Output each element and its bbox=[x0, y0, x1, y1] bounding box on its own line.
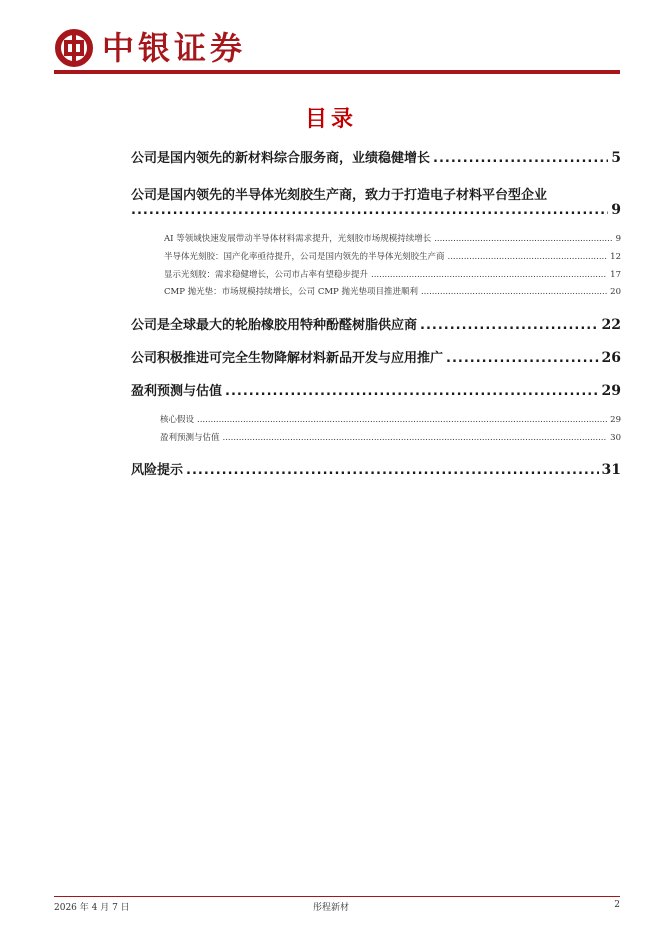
toc-subentry[interactable] bbox=[160, 413, 621, 425]
brand-name: 中银证券 bbox=[102, 29, 247, 67]
toc-entry[interactable] bbox=[131, 347, 621, 366]
toc-entry[interactable] bbox=[131, 314, 621, 333]
toc-entry-text: 显示光刻胶：需求稳健增长，公司市占率有望稳步提升 bbox=[164, 270, 369, 280]
dot-leader bbox=[197, 415, 607, 425]
toc-entry-page: 30 bbox=[610, 433, 621, 443]
dot-leader bbox=[186, 463, 599, 478]
toc-entry-text: 核心假设 bbox=[160, 415, 195, 425]
toc-entry[interactable] bbox=[131, 202, 621, 218]
bank-of-china-logo-icon bbox=[54, 28, 94, 68]
toc-entry-page: 22 bbox=[601, 317, 621, 333]
toc-entry-page: 9 bbox=[615, 234, 621, 244]
toc-entry-page: 29 bbox=[610, 415, 621, 425]
brand-logo bbox=[54, 26, 246, 70]
footer-company: 彤程新材 bbox=[312, 903, 349, 913]
dot-leader bbox=[434, 234, 612, 244]
header-rule bbox=[54, 70, 620, 74]
toc-entry-page: 9 bbox=[611, 202, 621, 218]
toc-entry-page: 29 bbox=[601, 383, 621, 399]
toc-entry-text[interactable]: 公司是国内领先的半导体光刻胶生产商，致力于打造电子材料平台型企业 bbox=[131, 188, 548, 203]
toc-entry-text: CMP 抛光垫：市场规模持续增长，公司 CMP 抛光垫项目推进顺利 bbox=[164, 287, 418, 297]
toc-entry-text: 公司积极推进可完全生物降解材料新品开发与应用推广 bbox=[131, 351, 444, 366]
dot-leader bbox=[420, 318, 599, 333]
footer-page-number: 2 bbox=[614, 900, 620, 910]
dot-leader bbox=[446, 351, 599, 366]
dot-leader bbox=[448, 252, 608, 262]
dot-leader bbox=[371, 270, 607, 280]
toc-entry[interactable] bbox=[131, 147, 621, 166]
toc-entry-page: 5 bbox=[611, 150, 621, 166]
toc-entry-text: 公司是国内领先的新材料综合服务商，业绩稳健增长 bbox=[131, 151, 431, 166]
toc-entry-page: 12 bbox=[610, 252, 621, 262]
toc-entry[interactable] bbox=[131, 459, 621, 478]
toc-entry-text: AI 等领域快速发展带动半导体材料需求提升，光刻胶市场规模持续增长 bbox=[164, 234, 432, 244]
toc-entry-text: 公司是全球最大的轮胎橡胶用特种酚醛树脂供应商 bbox=[131, 318, 418, 333]
dot-leader bbox=[225, 384, 599, 399]
footer-date: 2026 年 4 月 7 日 bbox=[54, 903, 130, 913]
toc-entry[interactable] bbox=[131, 380, 621, 399]
toc-subentry[interactable] bbox=[164, 268, 621, 280]
toc-entry-text: 半导体光刻胶：国产化率亟待提升，公司是国内领先的半导体光刻胶生产商 bbox=[164, 252, 445, 262]
dot-leader bbox=[223, 433, 608, 443]
dot-leader bbox=[421, 287, 607, 297]
dot-leader bbox=[433, 151, 608, 166]
toc-entry-page: 20 bbox=[610, 287, 621, 297]
toc-entry-page: 31 bbox=[601, 462, 621, 478]
toc-entry-text: 风险提示 bbox=[131, 463, 184, 478]
toc-entry-page: 26 bbox=[601, 350, 621, 366]
toc-entry-text: 盈利预测与估值 bbox=[131, 384, 223, 399]
toc-subentry[interactable] bbox=[164, 285, 621, 297]
toc-entry-text: 盈利预测与估值 bbox=[160, 433, 220, 443]
toc-subentry[interactable] bbox=[164, 232, 621, 244]
toc-subentry[interactable] bbox=[160, 431, 621, 443]
toc-title: 目录 bbox=[304, 107, 357, 132]
toc-entry-page: 17 bbox=[610, 270, 621, 280]
footer-rule bbox=[54, 896, 620, 897]
dot-leader bbox=[131, 203, 608, 218]
toc-subentry[interactable] bbox=[164, 250, 621, 262]
